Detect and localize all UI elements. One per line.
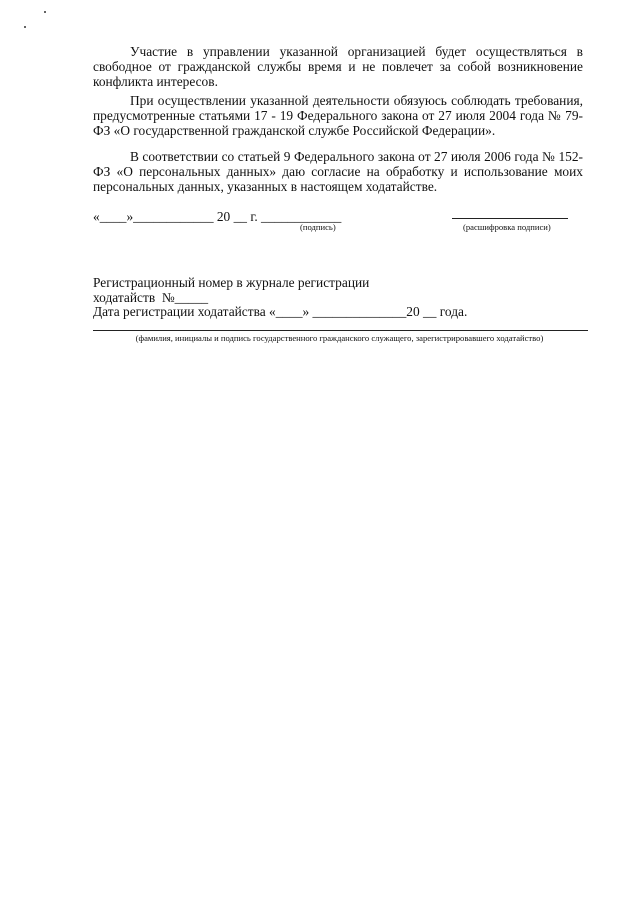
scan-speck — [44, 11, 46, 13]
decoding-line — [452, 218, 568, 219]
registrar-footnote: (фамилия, инициалы и подпись государственного гражданского служащего, зарегистрировавшего ходатайство) — [135, 333, 544, 343]
paragraph-personal-data-consent: В соответствии со статьей 9 Федерального закона от 27 июля 2006 года № 152-ФЗ «О персональных данных» даю согласие на обработку и использование моих персональных данных, указанных в настоящем ходатайстве. — [93, 149, 583, 194]
decoding-caption: (расшифровка подписи) — [463, 222, 551, 232]
registration-line-1: Регистрационный номер в журнале регистрации — [93, 275, 370, 290]
signature-date-line: «____»____________ 20 __ г. ____________ — [93, 209, 342, 224]
registrar-signature-line — [93, 330, 588, 331]
paragraph-participation: Участие в управлении указанной организацией будет осуществляться в свободное от гражданской службы время и не повлечет за собой возникновение конфликта интересов. — [93, 44, 583, 89]
paragraph-obligations: При осуществлении указанной деятельности обязуюсь соблюдать требования, предусмотренные статьями 17 - 19 Федерального закона от 27 июля 2004 года № 79-ФЗ «О государственной гражданской службе Российской Федерации». — [93, 93, 583, 138]
scan-speck — [24, 26, 26, 28]
signature-caption: (подпись) — [300, 222, 336, 232]
registration-date-line: Дата регистрации ходатайства «____» ______________20 __ года. — [93, 304, 468, 319]
registration-number-line: ходатайств №_____ — [93, 290, 209, 305]
